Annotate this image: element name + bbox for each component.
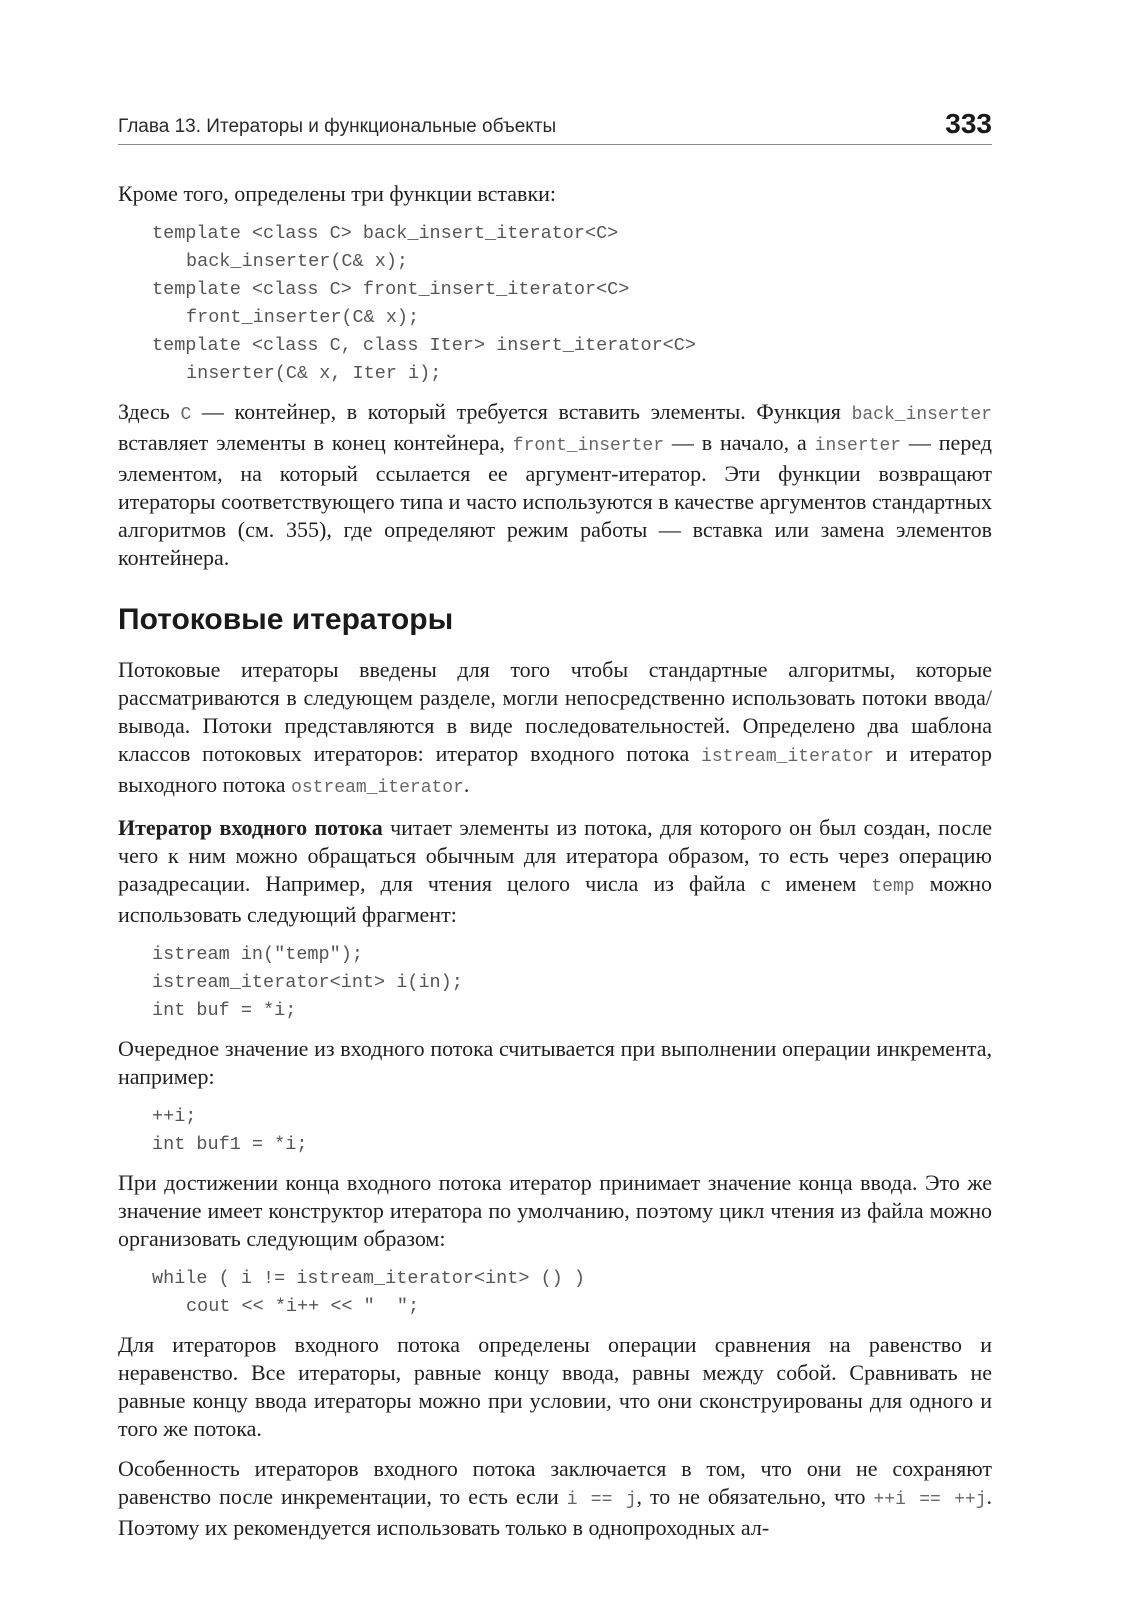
text-run: — перед элементом, на который ссылается ее аргумент-итератор. Эти функции возвращают итераторы соответствующего типа и часто используются в качестве аргументов стандартных алгоритмов (см. 355), где определяют режим работы — вставка или замена элементов контейнера.	[118, 430, 992, 570]
page-number: 333	[945, 108, 992, 139]
paragraph-stream-iterators-intro	[118, 656, 992, 802]
text-run: Здесь	[118, 399, 181, 424]
inline-code: inserter	[814, 436, 902, 456]
paragraph-single-pass	[118, 1455, 992, 1542]
text-run: и итератор выходного потока	[118, 741, 992, 797]
code-line: int buf = *i;	[152, 1000, 297, 1021]
inline-code: back_inserter	[851, 405, 992, 425]
text-run: — контейнер, в который требуется вставить элементы. Функция	[191, 399, 852, 424]
inline-code: C	[180, 405, 192, 425]
paragraph-insert-functions-intro: Кроме того, определены три функции вставки:	[118, 181, 557, 206]
code-line: int buf1 = *i;	[152, 1134, 308, 1155]
running-header	[118, 108, 992, 145]
text-run: . Поэтому их рекомендуется использовать только в однопроходных ал-	[118, 1484, 992, 1540]
section-title: Потоковые итераторы	[118, 603, 454, 636]
paragraph-inserters-explanation	[118, 398, 992, 572]
code-block-read-loop	[152, 1265, 992, 1321]
code-block-read-int	[152, 941, 992, 1025]
inline-code: ostream_iterator	[291, 778, 464, 798]
text-run: Потоковые итераторы введены для того чтобы стандартные алгоритмы, которые рассматриваются в следующем разделе, могли непосредственно использовать потоки ввода/вывода. Потоки представляются в виде последовательностей. Определено два шаблона классов потоковых итераторов: итератор входного потока	[118, 657, 992, 766]
code-block-inserters	[152, 220, 992, 388]
inline-code: temp	[871, 877, 915, 897]
inline-code: istream_iterator	[701, 747, 874, 767]
inline-code: ++i == ++j	[873, 1490, 987, 1510]
text-run: можно использовать следующий фрагмент:	[118, 871, 992, 927]
text-run: .	[463, 772, 470, 797]
paragraph-increment: Очередное значение из входного потока считывается при выполнении операции инкремента, например:	[118, 1036, 992, 1089]
code-line: cout << *i++ << " ";	[186, 1296, 420, 1317]
code-line: inserter(C& x, Iter i);	[186, 363, 442, 384]
paragraph-input-iterator	[118, 814, 992, 929]
code-line: while ( i != istream_iterator<int> () )	[152, 1268, 585, 1289]
code-line: ++i;	[152, 1106, 197, 1127]
code-line: istream_iterator<int> i(in);	[152, 972, 463, 993]
code-line: front_inserter(C& x);	[186, 307, 420, 328]
inline-code: front_inserter	[512, 436, 665, 456]
inline-code: i == j	[566, 1490, 637, 1510]
chapter-title: Глава 13. Итераторы и функциональные объекты	[118, 116, 557, 137]
text-run: вставляет элементы в конец контейнера,	[118, 430, 513, 455]
paragraph-comparison: Для итераторов входного потока определены операции сравнения на равенство и неравенство. Все итераторы, равные концу ввода, равны между собой. Сравнивать не равные концу ввода итераторы можно при условии, что они сконструированы для одного и того же потока.	[118, 1332, 992, 1441]
code-line: template <class C> back_insert_iterator<C>	[152, 223, 619, 244]
text-run: , то не обязательно, что	[636, 1484, 874, 1509]
code-block-increment	[152, 1103, 992, 1159]
text-run: Особенность итераторов входного потока заключается в том, что они не сохраняют равенство после инкрементации, то есть если	[118, 1456, 992, 1509]
code-line: back_inserter(C& x);	[186, 251, 409, 272]
text-run: читает элементы из потока, для которого он был создан, после чего к ним можно обращаться обычным для итератора образом, то есть через операцию разадресации. Например, для чтения целого числа из файла с именем	[118, 815, 992, 896]
code-line: template <class C> front_insert_iterator<C>	[152, 279, 630, 300]
code-line: template <class C, class Iter> insert_iterator<C>	[152, 335, 696, 356]
code-line: istream in("temp");	[152, 944, 363, 965]
paragraph-end-of-input: При достижении конца входного потока итератор принимает значение конца ввода. Это же значение имеет конструктор итератора по умолчанию, поэтому цикл чтения из файла можно организовать следующим образом:	[118, 1170, 992, 1251]
page-body	[118, 180, 992, 1554]
text-run: — в начало, а	[664, 430, 815, 455]
bold-term: Итератор входного потока	[118, 815, 383, 840]
